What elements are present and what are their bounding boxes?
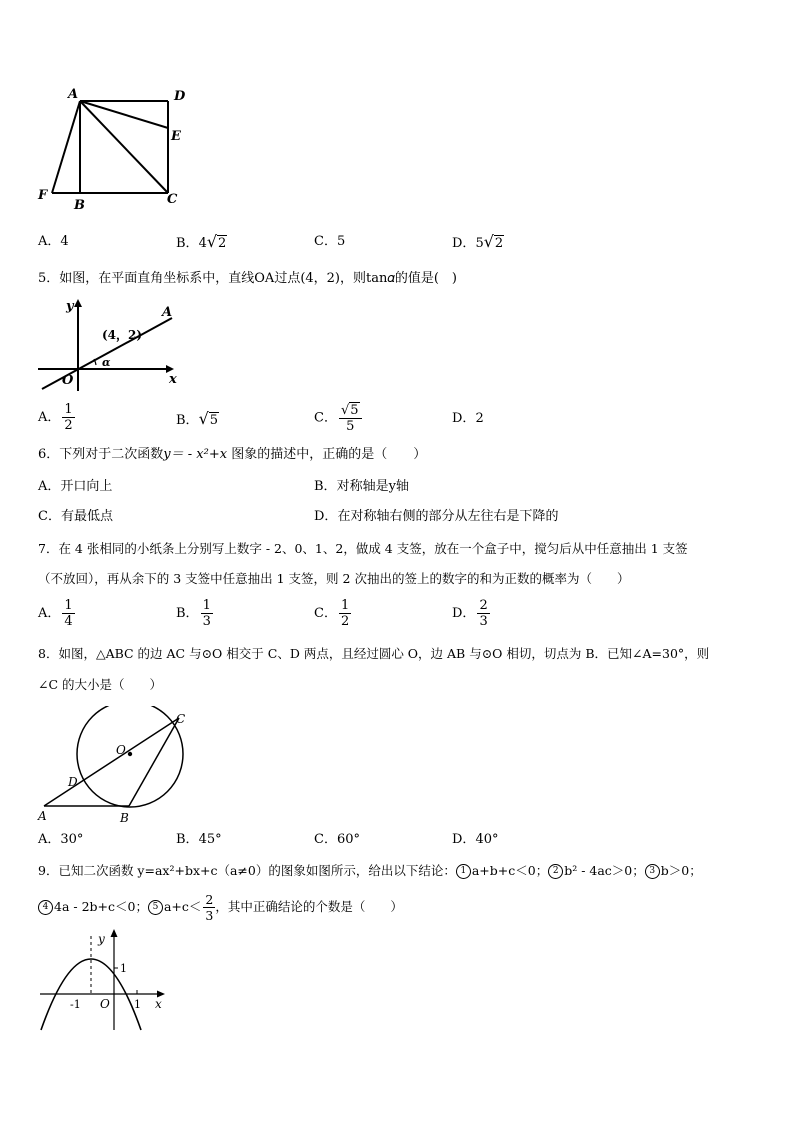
y-one-label: 1 — [120, 962, 127, 975]
q6-option-d: D．在对称轴右侧的部分从左往右是下降的 — [314, 509, 559, 524]
circle-figure — [34, 706, 204, 826]
q4-option-d: D．5 √ 2 — [452, 232, 504, 251]
alpha-label: α — [102, 356, 111, 369]
neg-one-label: -1 — [70, 998, 81, 1011]
square-figure — [30, 82, 190, 212]
point-label-e: E — [171, 129, 181, 144]
x-axis-label: x — [169, 372, 177, 387]
q8-stem-line1: 8．如图，△ABC 的边 AC 与⊙O 相交于 C、D 两点，且经过圆心 O，边 AB 与⊙O 相切，切点为 B．已知∠A=30°，则 — [38, 646, 710, 661]
q7-option-b: B． $\frac{1}{3}$ — [176, 598, 211, 629]
q7-option-d: D． $\frac{2}{3}$ — [452, 598, 488, 629]
q6-option-b: B．对称轴是y轴 — [314, 479, 409, 494]
conclusion-1-marker: 1 — [456, 864, 471, 879]
q6-stem: 6．下列对于二次函数y＝ - x²+x 图象的描述中，正确的是（ ） — [38, 447, 427, 462]
q4-option-a: A．4 — [38, 234, 69, 249]
q8-option-a: A．30° — [38, 832, 84, 847]
q9-stem-line2: 4 4a - 2b+c＜0； 5 a+c＜ $\frac{2}{3}$ ，其中正确结论的个数是（ ） — [38, 890, 403, 924]
q6-option-a: A．开口向上 — [38, 479, 113, 494]
q7-option-a: A． $\frac{1}{4}$ — [38, 598, 73, 629]
point-label-a: A — [38, 809, 47, 823]
conclusion-3-marker: 3 — [645, 864, 660, 879]
x-axis-label: x — [155, 997, 162, 1011]
y-axis-label: y — [66, 299, 74, 314]
origin-label: O — [62, 373, 74, 388]
point-coordinates: (4，2) — [102, 328, 143, 342]
q5-option-c: C． √ 5 5 — [314, 402, 362, 434]
q5-option-a: A． $\frac{1}{2}$ — [38, 402, 73, 433]
conclusion-5-marker: 5 — [148, 900, 163, 915]
point-label-c: C — [176, 712, 186, 726]
q5-option-b: B． √ 5 — [176, 409, 219, 428]
q8-stem-line2: ∠C 的大小是（ ） — [38, 677, 163, 692]
parabola-figure — [34, 926, 174, 1034]
q7-option-c: C． $\frac{1}{2}$ — [314, 598, 350, 629]
q8-option-b: B．45° — [176, 832, 222, 847]
origin-label: O — [100, 997, 110, 1011]
q7-stem-line1: 7．在 4 张相同的小纸条上分别写上数字 - 2、0、1、2，做成 4 支签，放在一个盒子中，搅匀后从中任意抽出 1 支签 — [38, 541, 688, 556]
q4-option-c: C．5 — [314, 234, 346, 249]
point-label-d: D — [68, 775, 78, 789]
conclusion-2-marker: 2 — [548, 864, 563, 879]
q8-option-c: C．60° — [314, 832, 360, 847]
x-one-label: 1 — [134, 998, 141, 1011]
q8-option-d: D．40° — [452, 832, 499, 847]
point-label-f: F — [38, 188, 48, 203]
conclusion-4-marker: 4 — [38, 900, 53, 915]
q5-option-d: D．2 — [452, 411, 484, 426]
center-label-o: O — [116, 743, 126, 757]
q4-option-b: B．4 √ 2 — [176, 232, 227, 251]
q5-stem: 5．如图，在平面直角坐标系中，直线OA过点(4，2)，则tan𝛼的值是( ) — [38, 271, 458, 286]
coordinate-figure — [34, 294, 184, 394]
point-label-d: D — [174, 89, 186, 104]
q9-stem-line1: 9．已知二次函数 y=ax²+bx+c（a≠0）的图象如图所示，给出以下结论： 1 a+b+c＜0； 2 b² - 4ac＞0； 3 b＞0； — [38, 863, 702, 878]
point-label-b: B — [120, 811, 129, 825]
q7-stem-line2: （不放回），再从余下的 3 支签中任意抽出 1 支签，则 2 次抽出的签上的数字的和为正数的概率为（ ） — [38, 571, 630, 586]
point-label-b: B — [74, 198, 85, 212]
y-axis-label: y — [98, 932, 105, 946]
point-label-c: C — [167, 192, 178, 207]
q6-option-c: C．有最低点 — [38, 509, 113, 524]
point-label-a: A — [162, 305, 173, 320]
point-label-a: A — [68, 87, 79, 102]
